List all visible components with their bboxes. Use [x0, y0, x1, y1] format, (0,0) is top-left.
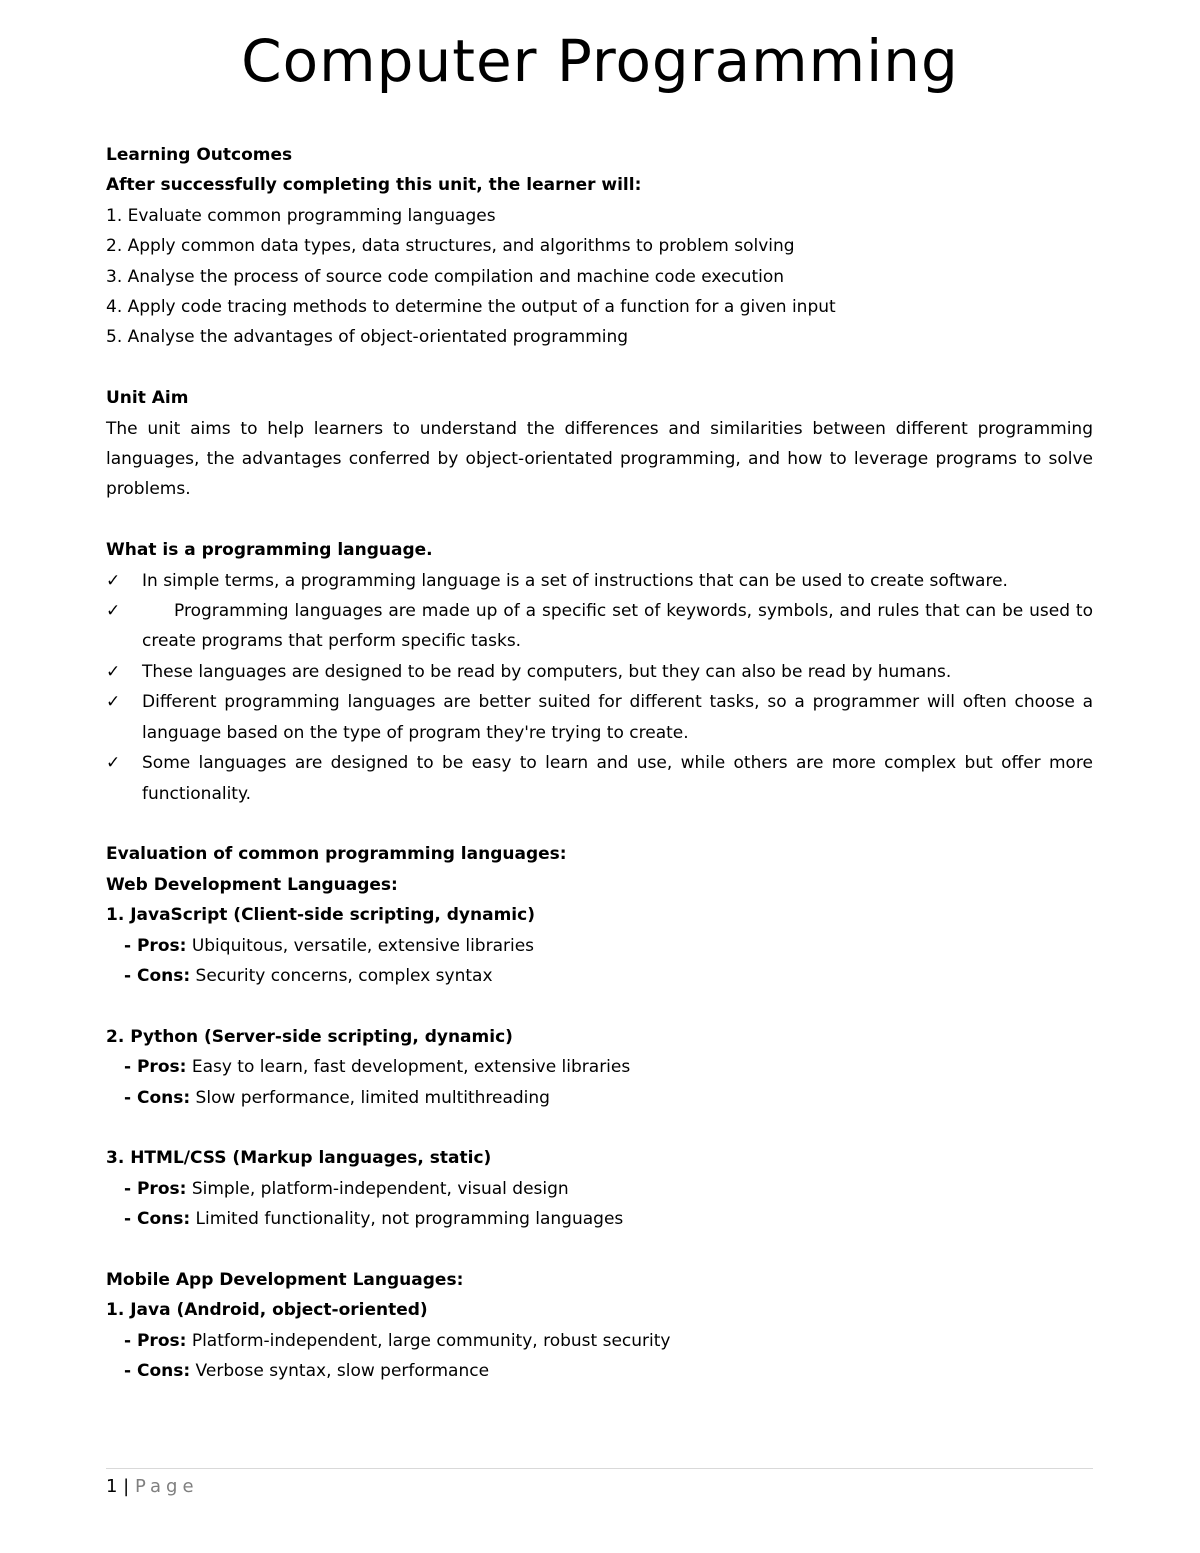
check-list-text: Programming languages are made up of a specific set of keywords, symbols, and rules that can be used to create programs that perform specific tasks.	[142, 601, 1093, 652]
language-cons	[106, 1083, 1093, 1113]
pros-label: - Pros:	[124, 935, 187, 956]
language-cons	[106, 1356, 1093, 1386]
outcome-item: 4. Apply code tracing methods to determine the output of a function for a given input	[106, 297, 836, 318]
language-pros	[106, 1052, 1093, 1082]
pros-label: - Pros:	[124, 1057, 187, 1078]
check-list-text: Different programming languages are better suited for different tasks, so a programmer will often choose a language based on the type of program they're trying to create.	[142, 692, 1093, 743]
footer-divider	[106, 1468, 1093, 1469]
cons-label: - Cons:	[124, 1087, 191, 1108]
check-list-item	[106, 687, 1093, 748]
language-pros	[106, 931, 1093, 961]
unit-aim-text: The unit aims to help learners to understand the differences and similarities between different programming languages, the advantages conferred by object-orientated programming, and how to leverage programs to solve problems.	[106, 418, 1093, 500]
spacer	[106, 1113, 1093, 1143]
check-mark-icon: ✓	[106, 692, 121, 713]
learning-outcomes-intro: After successfully completing this unit, the learner will:	[106, 175, 642, 196]
pros-text: Ubiquitous, versatile, extensive libraries	[186, 935, 535, 956]
spacer	[106, 353, 1093, 383]
learning-outcomes-heading: Learning Outcomes	[106, 145, 293, 165]
footer-separator: |	[117, 1476, 135, 1497]
check-list-text: In simple terms, a programming language is a set of instructions that can be used to create software.	[142, 570, 1008, 591]
check-list-item	[106, 596, 1093, 657]
document-title: Computer Programming	[241, 27, 959, 95]
check-list-item	[106, 748, 1093, 809]
spacer	[106, 505, 1093, 535]
cons-text: Slow performance, limited multithreading	[190, 1087, 550, 1108]
check-mark-icon: ✓	[106, 570, 121, 591]
page-number: 1	[106, 1476, 118, 1497]
check-list-item	[106, 657, 1093, 687]
cons-text: Security concerns, complex syntax	[190, 965, 493, 986]
unit-aim-heading: Unit Aim	[106, 388, 189, 409]
outcome-item: 2. Apply common data types, data structures, and algorithms to problem solving	[106, 236, 795, 257]
spacer	[106, 809, 1093, 839]
cons-text: Limited functionality, not programming languages	[190, 1209, 624, 1230]
check-list-text: Some languages are designed to be easy to learn and use, while others are more complex but offer more functionality.	[142, 753, 1093, 804]
page-label: Page	[134, 1476, 199, 1497]
cons-text: Verbose syntax, slow performance	[190, 1361, 490, 1382]
pros-text: Simple, platform-independent, visual design	[186, 1178, 569, 1199]
language-pros	[106, 1326, 1093, 1356]
what-is-heading: What is a programming language.	[106, 540, 433, 561]
check-list-item	[106, 566, 1093, 596]
language-pros	[106, 1174, 1093, 1204]
check-mark-icon: ✓	[106, 753, 121, 774]
evaluation-heading: Evaluation of common programming languages:	[106, 844, 567, 865]
outcome-item: 1. Evaluate common programming languages	[106, 205, 496, 226]
language-name: 1. JavaScript (Client-side scripting, dynamic)	[106, 905, 535, 926]
outcome-item: 3. Analyse the process of source code compilation and machine code execution	[106, 266, 785, 287]
spacer	[106, 991, 1093, 1021]
cons-label: - Cons:	[124, 965, 191, 986]
pros-label: - Pros:	[124, 1330, 187, 1351]
language-cons	[106, 1204, 1093, 1234]
language-name: 2. Python (Server-side scripting, dynamic)	[106, 1026, 513, 1047]
language-name: 3. HTML/CSS (Markup languages, static)	[106, 1148, 492, 1169]
cons-label: - Cons:	[124, 1209, 191, 1230]
check-list-text: These languages are designed to be read by computers, but they can also be read by humans.	[142, 661, 952, 682]
language-name: 1. Java (Android, object-oriented)	[106, 1300, 428, 1321]
outcome-item: 5. Analyse the advantages of object-orientated programming	[106, 327, 629, 348]
check-mark-icon: ✓	[106, 661, 121, 682]
web-languages-heading: Web Development Languages:	[106, 874, 398, 895]
document-body	[106, 140, 1093, 1387]
pros-text: Easy to learn, fast development, extensive libraries	[186, 1057, 631, 1078]
page-footer	[106, 1474, 199, 1500]
pros-label: - Pros:	[124, 1178, 187, 1199]
language-cons	[106, 961, 1093, 991]
check-mark-icon: ✓	[106, 601, 121, 622]
cons-label: - Cons:	[124, 1361, 191, 1382]
spacer	[106, 1235, 1093, 1265]
pros-text: Platform-independent, large community, robust security	[186, 1330, 671, 1351]
mobile-languages-heading: Mobile App Development Languages:	[106, 1269, 464, 1290]
